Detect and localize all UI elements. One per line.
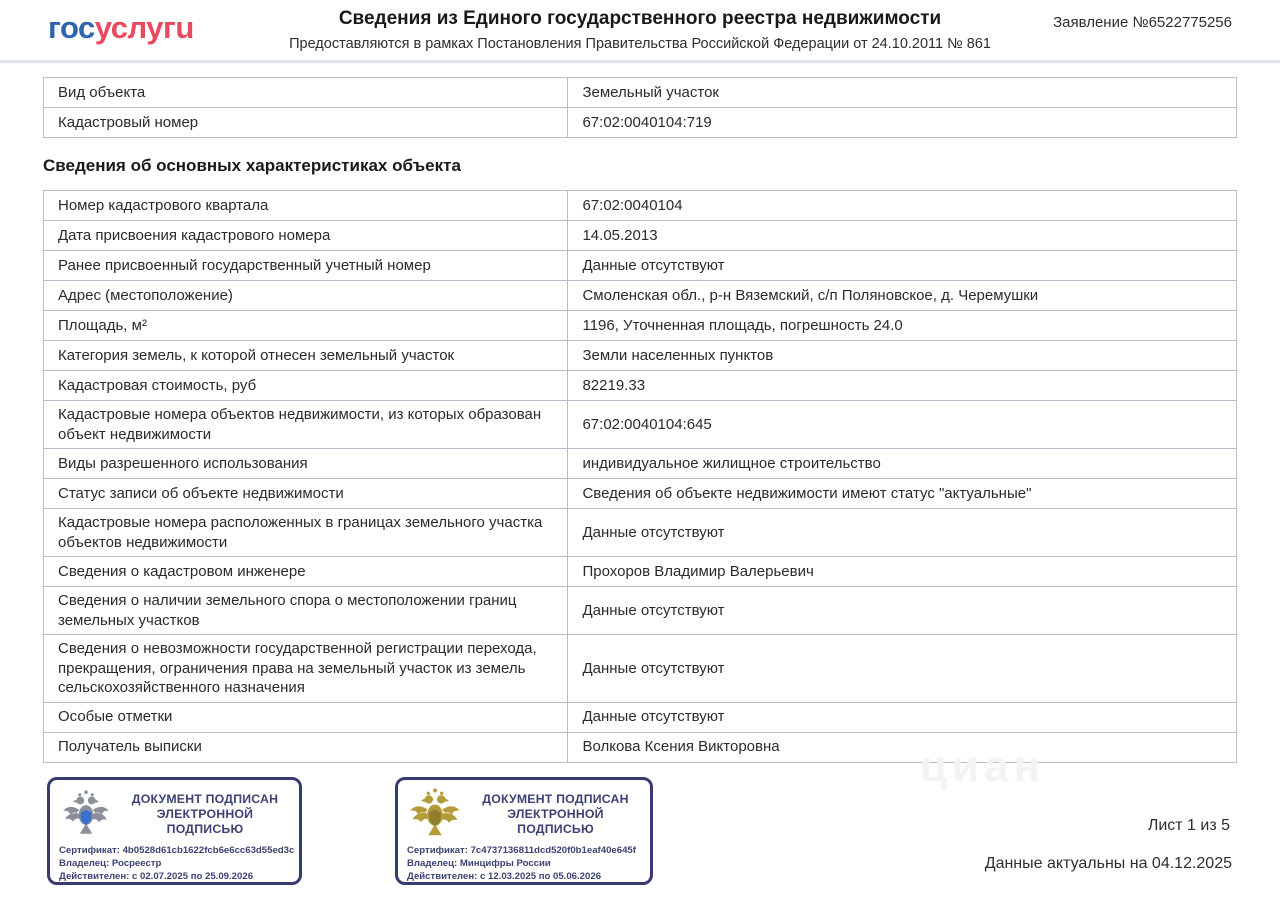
document-body xyxy=(43,77,1237,763)
table-row xyxy=(44,449,1236,479)
row-value: 67:02:0040104 xyxy=(582,196,683,214)
row-label: Кадастровые номера объектов недвижимости, из которых образован объект недвижимости xyxy=(44,401,568,448)
signature-stamp-rosreestr xyxy=(47,777,302,885)
row-label: Сведения о наличии земельного спора о местоположении границ земельных участков xyxy=(44,587,568,634)
row-label: Ранее присвоенный государственный учетный номер xyxy=(44,251,568,280)
row-value: Данные отсутствуют xyxy=(582,708,725,726)
row-label: Вид объекта xyxy=(44,78,568,107)
row-label: Получатель выписки xyxy=(44,733,568,762)
stamp-title: ДОКУМЕНТ ПОДПИСАН ЭЛЕКТРОННОЙ ПОДПИСЬЮ xyxy=(482,791,629,836)
gosuslugi-logo-red-part: услугu xyxy=(94,10,194,45)
stamp-details xyxy=(59,845,295,884)
page-number: Лист 1 из 5 xyxy=(1147,817,1230,834)
row-label: Дата присвоения кадастрового номера xyxy=(44,221,568,250)
object-summary-table xyxy=(43,77,1237,138)
row-value: 82219.33 xyxy=(582,376,646,394)
stamp-header xyxy=(59,785,291,843)
row-label: Статус записи об объекте недвижимости xyxy=(44,479,568,508)
row-label: Кадастровый номер xyxy=(44,108,568,137)
stamp-certificate: Сертификат: 7c4737136811dcd520f0b1eaf40e645f xyxy=(407,845,636,856)
table-row xyxy=(44,733,1236,763)
row-label: Кадастровые номера расположенных в границах земельного участка объектов недвижимости xyxy=(44,509,568,556)
row-value: Земельный участок xyxy=(582,83,719,101)
stamp-details xyxy=(407,845,642,884)
stamp-validity: Действителен: с 02.07.2025 по 25.09.2026 xyxy=(59,870,254,882)
stamp-certificate: Сертификат: 4b0528d61cb1622fcb6e6cc63d55ed3c xyxy=(59,845,295,856)
table-row xyxy=(44,401,1236,449)
gosuslugi-logo-blue-part: гос xyxy=(48,10,95,45)
table-row xyxy=(44,251,1236,281)
cian-watermark: циан xyxy=(920,742,1046,791)
table-row xyxy=(44,78,1236,108)
row-value: Прохоров Владимир Валерьевич xyxy=(582,562,814,580)
row-value: 67:02:0040104:645 xyxy=(582,415,712,433)
table-row xyxy=(44,281,1236,311)
data-actuality-date: Данные актуальны на 04.12.2025 xyxy=(984,855,1232,872)
table-row xyxy=(44,108,1236,138)
table-row xyxy=(44,371,1236,401)
document-title: Сведения из Единого государственного реестра недвижимости xyxy=(338,8,942,29)
table-row xyxy=(44,221,1236,251)
row-value: 1196, Уточненная площадь, погрешность 24.0 xyxy=(582,316,903,334)
row-label: Виды разрешенного использования xyxy=(44,449,568,478)
row-value: Данные отсутствуют xyxy=(582,523,725,541)
stamp-owner: Владелец: Росреестр xyxy=(59,857,162,869)
table-row xyxy=(44,557,1236,587)
row-label: Категория земель, к которой отнесен земельный участок xyxy=(44,341,568,370)
table-row xyxy=(44,587,1236,635)
row-label: Адрес (местоположение) xyxy=(44,281,568,310)
table-row xyxy=(44,509,1236,557)
section-title: Сведения об основных характеристиках объекта xyxy=(43,156,461,175)
row-value: 14.05.2013 xyxy=(582,226,658,244)
document-subtitle: Предоставляются в рамках Постановления Правительства Российской Федерации от 24.10.2011 № 861 xyxy=(289,36,991,52)
gosuslugi-logo xyxy=(48,10,194,46)
row-label: Кадастровая стоимость, руб xyxy=(44,371,568,400)
table-row xyxy=(44,479,1236,509)
row-value: Данные отсутствуют xyxy=(582,601,725,619)
document-header xyxy=(0,0,1280,63)
row-label: Сведения о кадастровом инженере xyxy=(44,557,568,586)
table-row xyxy=(44,311,1236,341)
row-label: Номер кадастрового квартала xyxy=(44,191,568,220)
table-row xyxy=(44,703,1236,733)
stamp-title: ДОКУМЕНТ ПОДПИСАН ЭЛЕКТРОННОЙ ПОДПИСЬЮ xyxy=(131,791,279,836)
russia-coat-of-arms-icon xyxy=(407,785,463,843)
row-value: индивидуальное жилищное строительство xyxy=(582,454,881,472)
row-value: Земли населенных пунктов xyxy=(582,346,774,364)
row-value: Сведения об объекте недвижимости имеют статус "актуальные" xyxy=(582,484,1032,502)
stamp-header xyxy=(407,785,642,843)
header-title-block xyxy=(265,8,1015,52)
characteristics-table xyxy=(43,190,1237,763)
table-row xyxy=(44,341,1236,371)
row-value: Волкова Ксения Викторовна xyxy=(582,738,780,756)
table-row xyxy=(44,191,1236,221)
signature-stamp-mintsifry xyxy=(395,777,653,885)
row-label: Площадь, м² xyxy=(44,311,568,340)
stamp-owner: Владелец: Минцифры России xyxy=(407,857,551,869)
table-row xyxy=(44,635,1236,703)
row-value: Данные отсутствуют xyxy=(582,256,725,274)
row-value: 67:02:0040104:719 xyxy=(582,113,712,131)
stamp-validity: Действителен: с 12.03.2025 по 05.06.2026 xyxy=(407,870,602,882)
row-value: Смоленская обл., р-н Вяземский, с/п Поляновское, д. Черемушки xyxy=(582,286,1039,304)
row-label: Особые отметки xyxy=(44,703,568,732)
application-number: Заявление №6522775256 xyxy=(1053,14,1232,31)
row-label: Сведения о невозможности государственной регистрации перехода, прекращения, ограничения права на земельный участок из земель сельскохозяйственного назначения xyxy=(44,635,568,702)
row-value: Данные отсутствуют xyxy=(582,659,725,677)
rosreestr-eagle-icon xyxy=(59,787,113,841)
